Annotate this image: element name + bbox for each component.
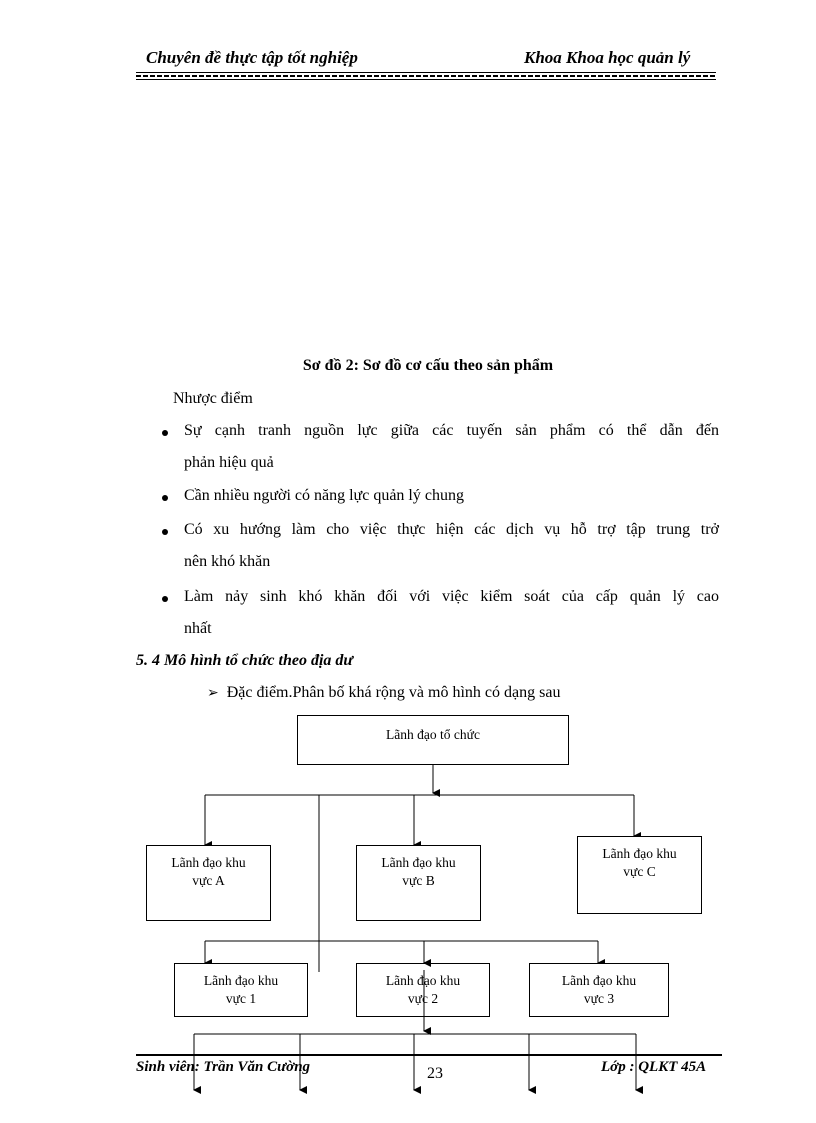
page-number: 23 [427, 1065, 443, 1082]
org-box-region-c [577, 836, 702, 914]
arrowhead-bullet-icon: ➢ [207, 686, 219, 701]
list-item-continued: nên khó khăn [184, 553, 271, 570]
footer-class: Lớp : QLKT 45A [601, 1059, 707, 1075]
org-box-label: Lãnh đạo khu [561, 973, 637, 988]
section-title: 5. 4 Mô hình tổ chức theo địa dư [136, 652, 353, 669]
feature-text: Đặc điểm.Phân bố khá rộng và mô hình có dạng sau [226, 684, 561, 701]
list-item: Sự cạnh tranh nguồn lực giữa các tuyến sản phẩm có thể dẫn đến [184, 422, 719, 439]
org-box-label: vực 1 [225, 991, 257, 1006]
org-box-area-3 [529, 963, 669, 1017]
footer-divider [136, 1054, 722, 1056]
list-item-continued: phản hiệu quả [184, 454, 274, 471]
org-box-label: Lãnh đạo tổ chức [386, 727, 480, 742]
header-left-title: Chuyên đề thực tập tốt nghiệp [146, 48, 358, 67]
header-right-title: Khoa Khoa học quản lý [524, 48, 691, 67]
org-box-region-a [146, 845, 271, 921]
org-box-area-1 [174, 963, 308, 1017]
org-box-top [297, 715, 569, 765]
org-box-label: Lãnh đạo khu [203, 973, 279, 988]
org-box-region-b [356, 845, 481, 921]
org-box-label: vực B [402, 873, 435, 888]
org-box-label: Lãnh đạo khu [602, 846, 677, 861]
org-box-label: vực 2 [407, 991, 439, 1006]
diagram-caption: Sơ đồ 2: Sơ đồ cơ cấu theo sản phẩm [302, 357, 554, 374]
org-box-label: vực C [623, 864, 656, 879]
org-box-label: Lãnh đạo khu [385, 973, 461, 988]
org-box-label: Lãnh đạo khu [171, 855, 246, 870]
list-item: Có xu hướng làm cho việc thực hiện các dịch vụ hỗ trợ tập trung trở [184, 521, 719, 538]
org-box-label: vực 3 [583, 991, 615, 1006]
footer-student: Sinh viên: Trần Văn Cường [136, 1059, 311, 1075]
org-box-label: Lãnh đạo khu [381, 855, 456, 870]
list-item: Cần nhiều người có năng lực quản lý chung [184, 487, 464, 504]
org-box-area-2 [356, 963, 490, 1017]
subheading: Nhược điểm [173, 390, 253, 407]
list-item-continued: nhất [184, 620, 212, 637]
list-item: Làm nảy sinh khó khăn đối với việc kiểm soát của cấp quản lý cao [184, 588, 719, 605]
org-box-label: vực A [192, 873, 225, 888]
